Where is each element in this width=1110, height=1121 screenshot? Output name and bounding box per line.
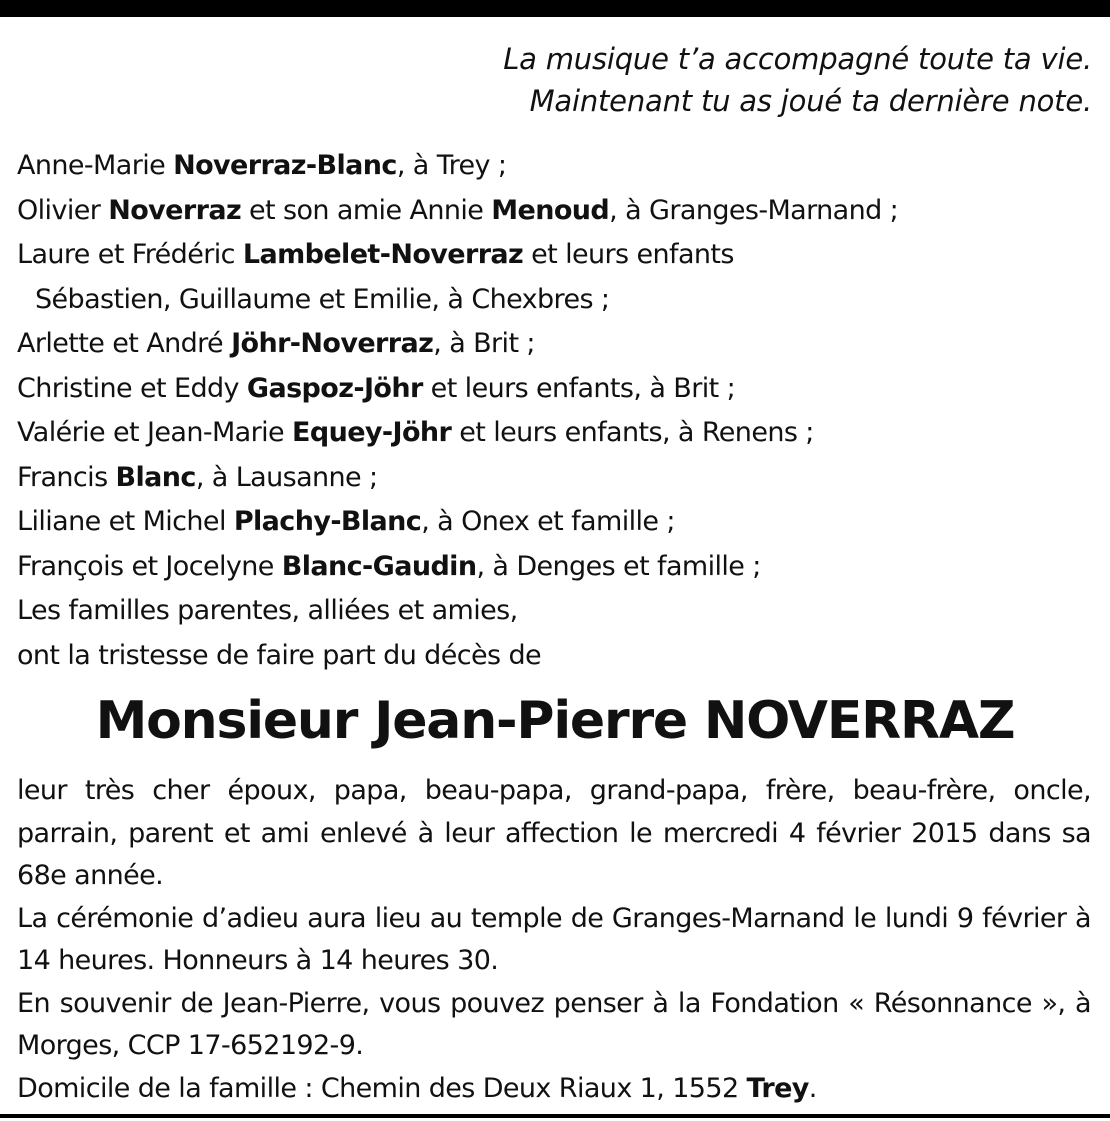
announcement-body — [17, 770, 1091, 1110]
mourner-line: Francis Blanc, à Lausanne ; — [17, 461, 378, 493]
top-rule — [0, 0, 1110, 17]
mourner-line: Sébastien, Guillaume et Emilie, à Chexbres ; — [35, 283, 610, 315]
mourners-list — [17, 144, 898, 678]
mourner-line: Liliane et Michel Plachy-Blanc, à Onex et famille ; — [17, 506, 675, 537]
mourner-line: Valérie et Jean-Marie Equey-Jöhr et leurs enfants, à Renens ; — [17, 417, 814, 448]
paragraph: leur très cher époux, papa, beau-papa, grand-papa, frère, beau-frère, oncle, parrain, parent et ami enlevé à leur affection le mercredi 4 février 2015 dans sa 68e année. — [17, 775, 1091, 891]
family-address: Domicile de la famille : Chemin des Deux Riaux 1, 1552 Trey. — [17, 1072, 817, 1104]
mourner-line: Anne-Marie Noverraz-Blanc, à Trey ; — [17, 150, 507, 181]
mourner-line: Les familles parentes, alliées et amies, — [17, 595, 518, 626]
deceased-name: Monsieur Jean-Pierre NOVERRAZ — [95, 691, 1015, 751]
paragraph: En souvenir de Jean-Pierre, vous pouvez penser à la Fondation « Résonnance », à Morges, CCP 17-652192-9. — [17, 987, 1091, 1061]
mourner-line: Arlette et André Jöhr-Noverraz, à Brit ; — [17, 328, 535, 359]
paragraph: La cérémonie d’adieu aura lieu au temple de Granges-Marnand le lundi 9 février à 14 heures. Honneurs à 14 heures 30. — [17, 902, 1091, 976]
epigraph-line: La musique t’a accompagné toute ta vie. — [503, 42, 1092, 76]
epigraph-line: Maintenant tu as joué ta dernière note. — [529, 84, 1092, 118]
mourner-line: ont la tristesse de faire part du décès de — [17, 639, 541, 671]
epigraph — [503, 38, 1092, 122]
mourner-line: François et Jocelyne Blanc-Gaudin, à Denges et famille ; — [17, 550, 761, 582]
mourner-line: Christine et Eddy Gaspoz-Jöhr et leurs enfants, à Brit ; — [17, 372, 736, 404]
mourner-line: Olivier Noverraz et son amie Annie Menoud, à Granges-Marnand ; — [17, 194, 899, 226]
bottom-rule — [0, 1114, 1110, 1118]
mourner-line: Laure et Frédéric Lambelet-Noverraz et leurs enfants — [17, 239, 734, 270]
